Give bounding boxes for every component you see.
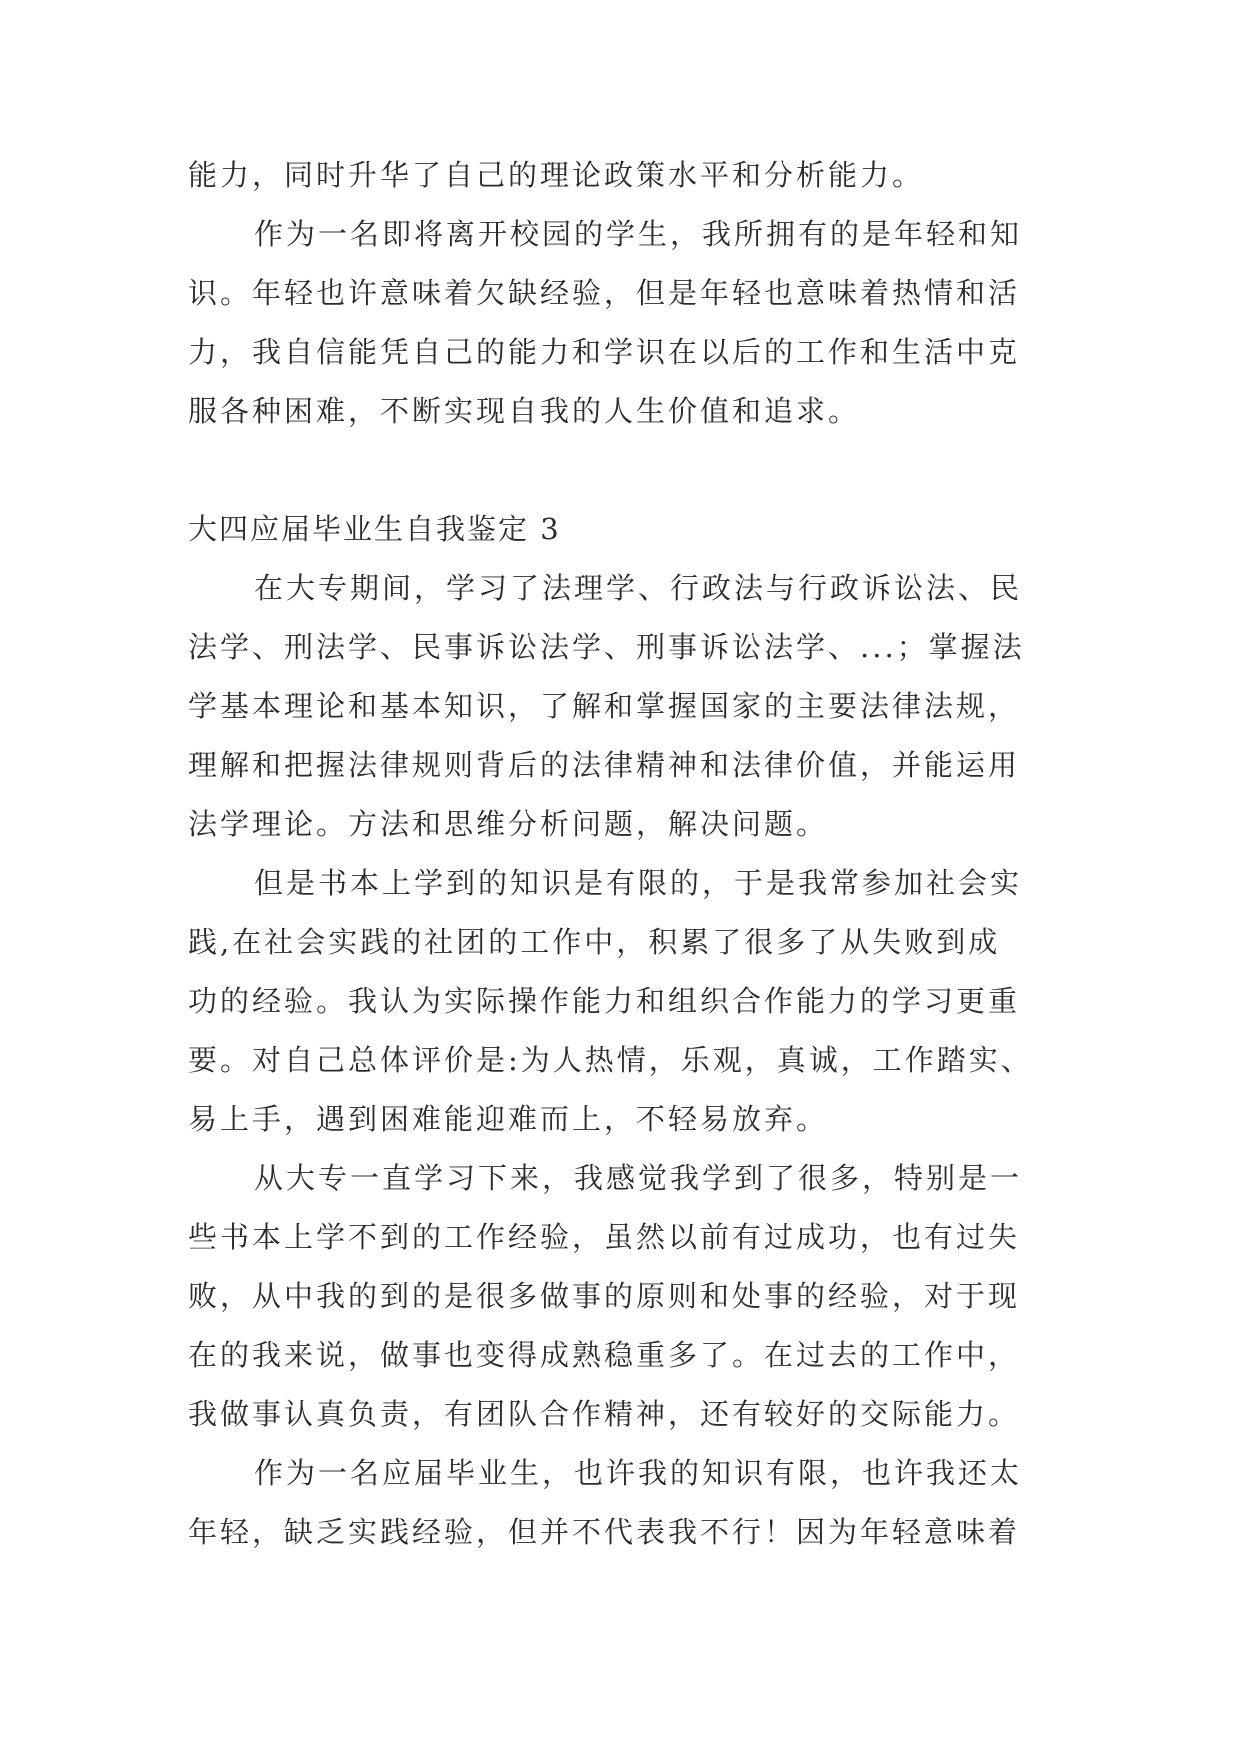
text-line: 要。对自己总体评价是:为人热情，乐观，真诚，工作踏实、 <box>188 1043 1033 1077</box>
text-line: 识。年轻也许意味着欠缺经验，但是年轻也意味着热情和活 <box>188 276 1021 310</box>
text-line: 在的我来说，做事也变得成熟稳重多了。在过去的工作中， <box>188 1338 1021 1372</box>
text-line: 在大专期间，学习了法理学、行政法与行政诉讼法、民 <box>254 571 1023 605</box>
paragraph-young-and-knowledge <box>188 205 1058 441</box>
text-line: 败，从中我的到的是很多做事的原则和处事的经验，对于现 <box>188 1279 1021 1313</box>
section-heading: 大四应届毕业生自我鉴定 3 <box>188 512 561 546</box>
paragraph-continuation <box>188 146 1058 205</box>
text-line: 作为一名应届毕业生，也许我的知识有限，也许我还太 <box>254 1456 1023 1490</box>
text-line: 践,在社会实践的社团的工作中，积累了很多了从失败到成 <box>188 925 1001 959</box>
text-line: 力，我自信能凭自己的能力和学识在以后的工作和生活中克 <box>188 335 1021 369</box>
paragraph-work-experience <box>188 1149 1058 1444</box>
text-line: 能力，同时升华了自己的理论政策水平和分析能力。 <box>188 158 925 192</box>
paragraph-social-practice <box>188 854 1058 1149</box>
text-line: 些书本上学不到的工作经验，虽然以前有过成功，也有过失 <box>188 1220 1021 1254</box>
paragraph-graduate <box>188 1444 1058 1562</box>
document-body <box>188 146 1058 1562</box>
text-line: 学基本理论和基本知识，了解和掌握国家的主要法律法规， <box>188 689 1021 723</box>
text-line: 但是书本上学到的知识是有限的，于是我常参加社会实 <box>254 866 1023 900</box>
section-spacer <box>188 441 1058 500</box>
text-line: 作为一名即将离开校园的学生，我所拥有的是年轻和知 <box>254 217 1023 251</box>
text-line: 功的经验。我认为实际操作能力和组织合作能力的学习更重 <box>188 984 1021 1018</box>
text-line: 我做事认真负责，有团队合作精神，还有较好的交际能力。 <box>188 1397 1021 1431</box>
text-line: 年轻，缺乏实践经验，但并不代表我不行！因为年轻意味着 <box>188 1515 1021 1549</box>
text-line: 理解和把握法律规则背后的法律精神和法律价值，并能运用 <box>188 748 1021 782</box>
text-line: 服各种困难，不断实现自我的人生价值和追求。 <box>188 394 861 428</box>
paragraph-study-law <box>188 559 1058 854</box>
text-line: 易上手，遇到困难能迎难而上，不轻易放弃。 <box>188 1102 829 1136</box>
text-line: 法学、刑法学、民事诉讼法学、刑事诉讼法学、...；掌握法 <box>188 630 1025 664</box>
text-line: 法学理论。方法和思维分析问题，解决问题。 <box>188 807 829 841</box>
text-line: 从大专一直学习下来，我感觉我学到了很多，特别是一 <box>254 1161 1023 1195</box>
